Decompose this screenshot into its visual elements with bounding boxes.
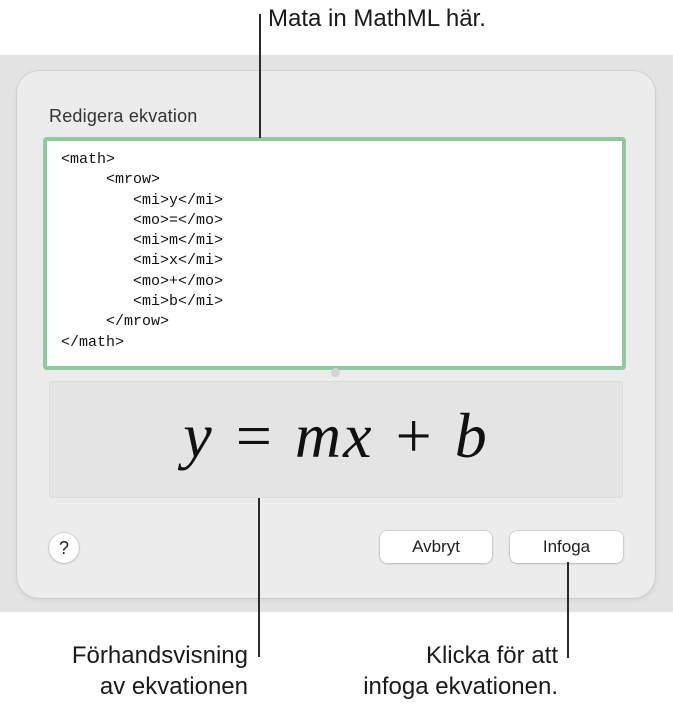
- callout-leader-line-preview: [258, 498, 260, 657]
- callout-enter-mathml: Mata in MathML här.: [268, 5, 486, 32]
- cancel-button[interactable]: Avbryt: [380, 531, 492, 563]
- help-button[interactable]: ?: [49, 533, 79, 563]
- mathml-editor[interactable]: [43, 137, 626, 370]
- callout-preview-line2: av ekvationen: [99, 673, 248, 700]
- resize-handle[interactable]: [331, 368, 340, 377]
- callout-insert-line2: infoga ekvationen.: [363, 673, 558, 700]
- callout-preview: [0, 640, 248, 702]
- mathml-code[interactable]: <math> <mrow> <mi>y</mi> <mo>=</mo> <mi>m</mi> <mi>x</mi> <mo>+</mo> <mi>b</mi> </mrow> </math>: [61, 151, 224, 351]
- callout-leader-line-top: [259, 14, 261, 138]
- callout-leader-line-insert: [567, 562, 569, 658]
- callout-insert-line1: Klicka för att: [425, 642, 558, 669]
- preview-formula: y = mx + b: [183, 400, 489, 471]
- callout-insert: [300, 640, 558, 702]
- equation-preview: [49, 381, 623, 498]
- dialog-title: Redigera ekvation: [49, 106, 198, 126]
- callout-preview-line1: Förhandsvisning: [71, 642, 248, 669]
- insert-button[interactable]: Infoga: [510, 531, 623, 563]
